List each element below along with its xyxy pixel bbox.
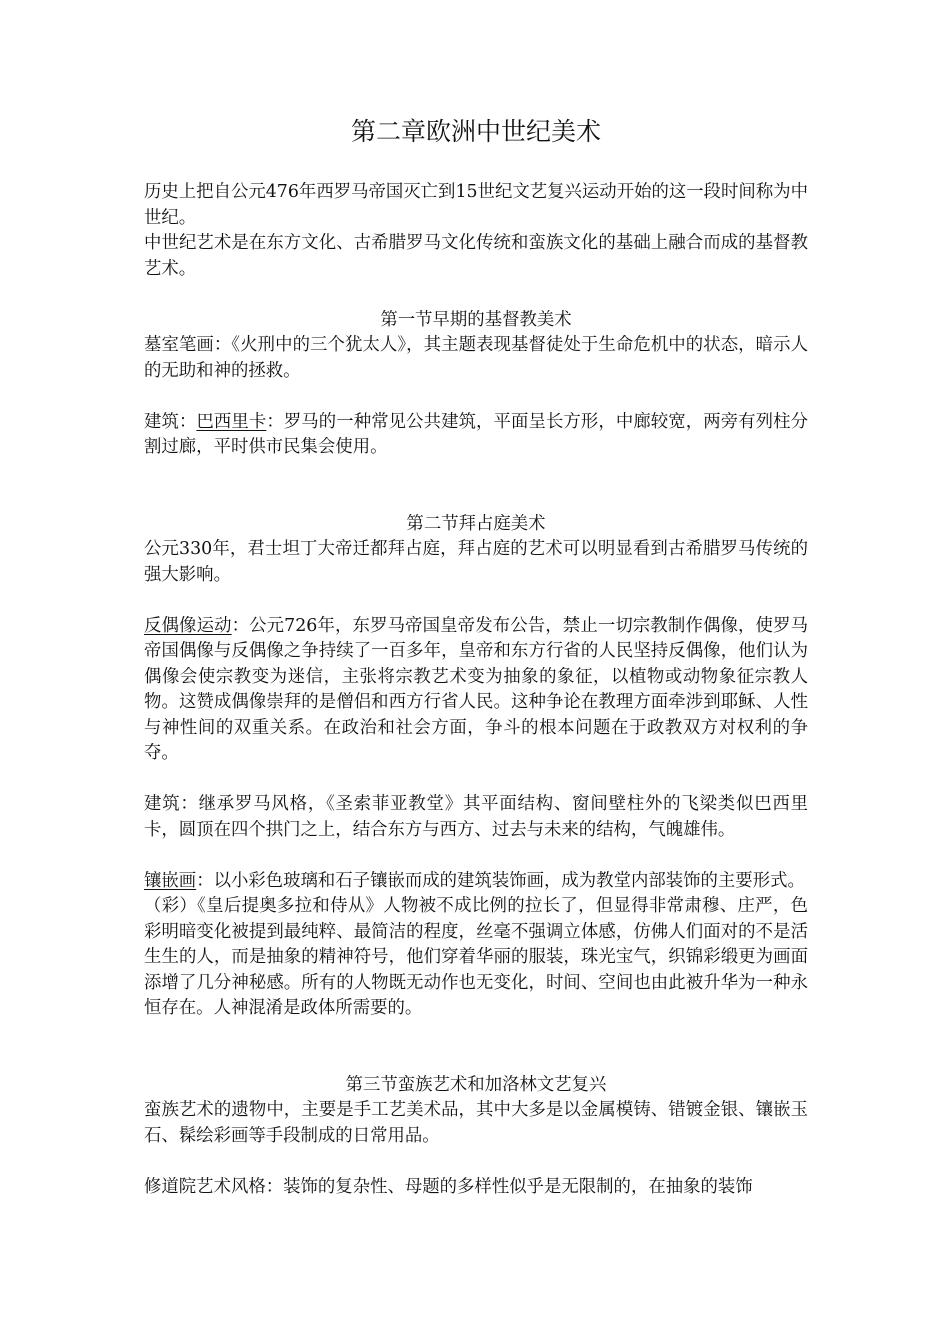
section-3-paragraph-1: 蛮族艺术的遗物中，主要是手工艺美术品，其中大多是以金属模铸、错镀金银、镶嵌玉石、髹绘彩画等手段制成的日常用品。 [144, 1100, 808, 1146]
mosaic-term: 镶嵌画 [144, 870, 197, 891]
intro-paragraph-1: 历史上把自公元476年西罗马帝国灭亡到15世纪文艺复兴运动开始的这一段时间称为中世纪。 [144, 182, 808, 228]
spacer [144, 767, 808, 793]
spacer [144, 384, 808, 410]
section-2-paragraph-2 [144, 614, 808, 767]
section-2-paragraph-3: 建筑：继承罗马风格，《圣索菲亚教堂》其平面结构、窗间壁柱外的飞梁类似巴西里卡，圆顶在四个拱门之上，结合东方与西方、过去与未来的结构，气魄雄伟。 [144, 794, 808, 840]
mosaic-description: ：以小彩色玻璃和石子镶嵌而成的建筑装饰画，成为教堂内部装饰的主要形式。 [196, 870, 805, 891]
section-2-paragraph-1: 公元330年，君士坦丁大帝迁都拜占庭，拜占庭的艺术可以明显看到古希腊罗马传统的强大影响。 [144, 539, 808, 585]
section-1-paragraph-1: 墓室笔画：《火刑中的三个犹太人》，其主题表现基督徒处于生命危机中的状态，暗示人的无助和神的拯救。 [144, 335, 808, 381]
spacer [144, 461, 808, 512]
section-1-heading: 第一节早期的基督教美术 [380, 309, 572, 330]
document-body [144, 112, 808, 1200]
spacer [144, 588, 808, 614]
section-2-paragraph-5: （彩）《皇后提奥多拉和侍从》人物被不成比例的拉长了，但显得非常肃穆、庄严，色彩明暗变化被提到最纯粹、最简洁的程度，丝毫不强调立体感，仿佛人们面对的不是活生生的人，而是抽象的精神符号，他们穿着华丽的服装，珠光宝气，织锦彩缎更为画面添增了几分神秘感。所有的人物既无动作也无变化，时间、空间也由此被升华为一种永恒存在。人神混淆是政体所需要的。 [144, 896, 808, 1018]
section-2-heading: 第二节拜占庭美术 [406, 513, 546, 534]
iconoclasm-description: ：公元726年，东罗马帝国皇帝发布公告，禁止一切宗教制作偶像，使罗马帝国偶像与反偶像之争持续了一百多年，皇帝和东方行省的人民坚持反偶像，他们认为偶像会使宗教变为迷信，主张将宗教艺术变为抽象的象征，以植物或动物象征宗教人物。这赞成偶像崇拜的是僧侣和西方行省人民。这种争论在教理方面牵涉到耶稣、人性与神性间的双重关系。在政治和社会方面，争斗的根本问题在于政教双方对权利的争夺。 [144, 615, 808, 763]
iconoclasm-term: 反偶像运动 [144, 615, 232, 636]
basilica-term: 巴西里卡 [196, 411, 267, 432]
basilica-description: ：罗马的一种常见公共建筑，平面呈长方形，中廊较宽，两旁有列柱分割过廊，平时供市民集会使用。 [144, 411, 808, 457]
spacer [144, 282, 808, 308]
section-3-heading: 第三节蛮族艺术和加洛林文艺复兴 [345, 1074, 607, 1095]
spacer [144, 1149, 808, 1175]
section-3-paragraph-2: 修道院艺术风格：装饰的复杂性、母题的多样性似乎是无限制的，在抽象的装饰 [144, 1176, 753, 1197]
chapter-title: 第二章欧洲中世纪美术 [350, 117, 601, 146]
section-1-paragraph-2 [144, 410, 808, 461]
spacer [144, 843, 808, 869]
spacer [144, 1022, 808, 1073]
intro-paragraph-2: 中世纪艺术是在东方文化、古希腊罗马文化传统和蛮族文化的基础上融合而成的基督教艺术。 [144, 233, 808, 279]
section-2-paragraph-4 [144, 869, 808, 895]
basilica-label-prefix: 建筑： [144, 411, 197, 432]
